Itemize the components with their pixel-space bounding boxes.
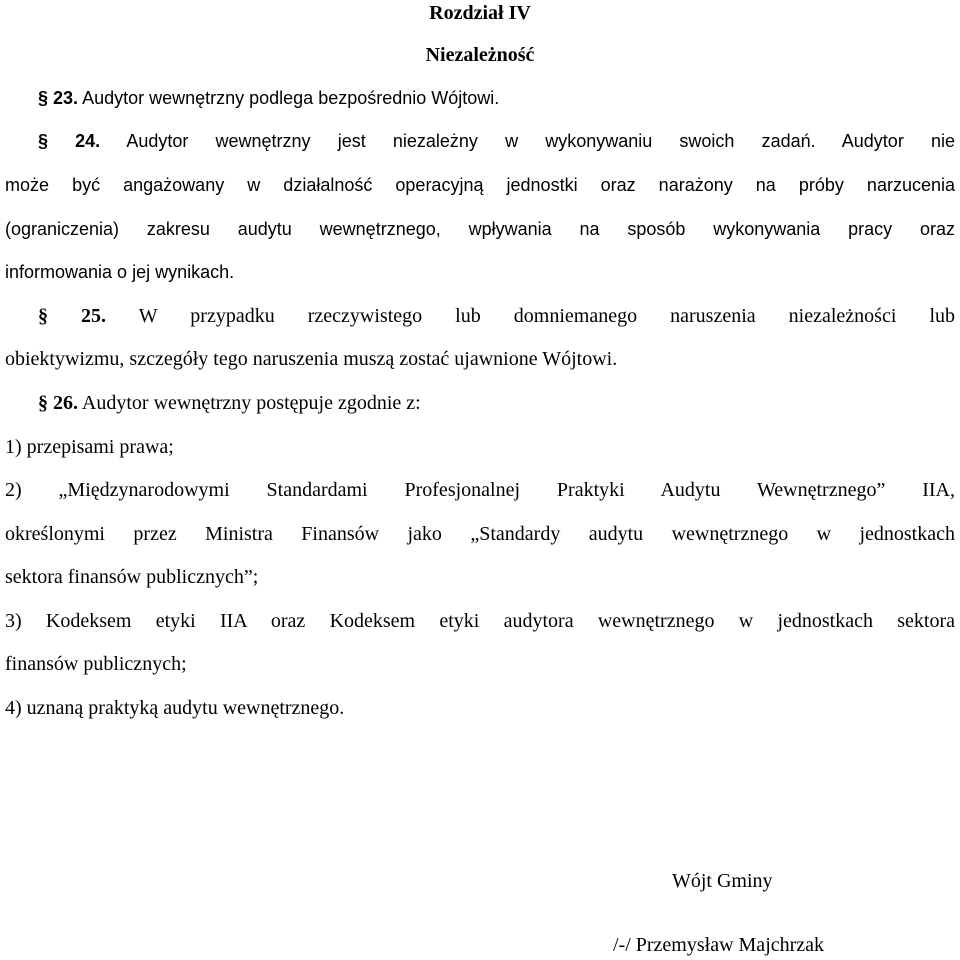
list-item-1: 1) przepisami prawa; [5, 436, 174, 458]
section-text: W przypadku rzeczywistego lub domniemanego naruszenia niezależności lub [138, 305, 956, 327]
list-item-4: 4) uznaną praktyką audytu wewnętrznego. [5, 697, 345, 719]
section-number: § 24. [38, 131, 101, 151]
list-item-2-line-1: 2) „Międzynarodowymi Standardami Profesjonalnej Praktyki Audytu Wewnętrznego” IIA, [5, 479, 955, 501]
signature-name: /-/ Przemysław Majchrzak [613, 934, 825, 956]
list-item-3-line-2: finansów publicznych; [5, 653, 187, 675]
list-item-2-line-3: sektora finansów publicznych”; [5, 566, 259, 588]
signature-role: Wójt Gminy [672, 870, 773, 892]
list-item-3-line-1: 3) Kodeksem etyki IIA oraz Kodeksem etyki audytora wewnętrznego w jednostkach sektora [5, 610, 955, 632]
section-24-line-2: może być angażowany w działalność operacyjną jednostki oraz narażony na próby narzucenia [5, 175, 955, 195]
list-item-2-line-2: określonymi przez Ministra Finansów jako „Standardy audytu wewnętrznego w jednostkach [5, 523, 955, 545]
section-26-intro [38, 390, 938, 416]
section-text: Audytor wewnętrzny jest niezależny w wykonywaniu swoich zadań. Audytor nie [126, 131, 955, 151]
section-25-line-1 [38, 303, 955, 329]
section-text: Audytor wewnętrzny postępuje zgodnie z: [81, 392, 421, 414]
section-number: § 26. [38, 392, 78, 414]
section-24-line-4: informowania o jej wynikach. [5, 262, 235, 282]
section-25-line-2: obiektywizmu, szczegóły tego naruszenia muszą zostać ujawnione Wójtowi. [5, 348, 618, 370]
section-24-line-3: (ograniczenia) zakresu audytu wewnętrznego, wpływania na sposób wykonywania pracy oraz [5, 219, 955, 239]
section-text: Audytor wewnętrzny podlega bezpośrednio Wójtowi. [82, 88, 500, 108]
section-number: § 25. [38, 305, 107, 327]
section-23 [38, 85, 938, 111]
chapter-subtitle: Niezależność [425, 44, 535, 66]
chapter-title: Rozdział IV [429, 2, 531, 24]
section-number: § 23. [38, 88, 79, 108]
section-24-line-1 [38, 128, 955, 154]
